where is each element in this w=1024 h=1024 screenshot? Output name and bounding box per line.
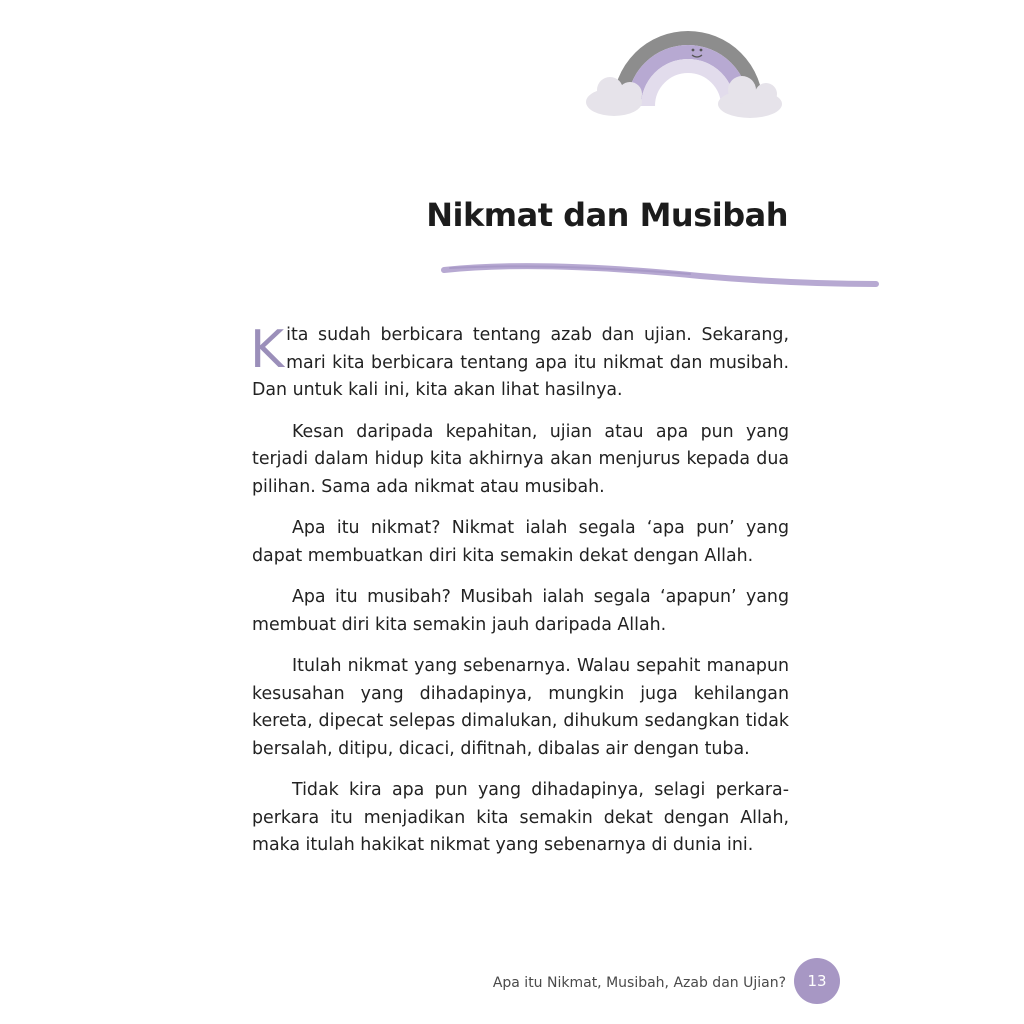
paragraph-3: Apa itu nikmat? Nikmat ialah segala ‘apa pun’ yang dapat membuatkan diri kita semakin dekat dengan Allah.: [252, 518, 789, 566]
paragraph-5: Itulah nikmat yang sebenarnya. Walau sepahit manapun kesusahan yang dihadapinya, mungkin juga kehilangan kereta, dipecat selepas dimalukan, dihukum sedangkan tidak bersalah, ditipu, dicaci, difitnah, dibalas air dengan tuba.: [252, 656, 789, 759]
brush-stroke-divider: [440, 258, 880, 294]
paragraph-4: Apa itu musibah? Musibah ialah segala ‘apapun’ yang membuat diri kita semakin jauh daripada Allah.: [252, 587, 789, 635]
paragraph-6: Tidak kira apa pun yang dihadapinya, selagi perkara-perkara itu menjadikan kita semakin dekat dengan Allah, maka itulah hakikat nikmat yang sebenarnya di dunia ini.: [252, 780, 789, 855]
drop-cap: K: [250, 320, 285, 380]
paragraph-1: [252, 322, 789, 405]
paragraph-1-text: ita sudah berbicara tentang azab dan ujian. Sekarang, mari kita berbicara tentang apa itu nikmat dan musibah. Dan untuk kali ini, kita akan lihat hasilnya.: [252, 325, 789, 400]
paragraph-2: Kesan daripada kepahitan, ujian atau apa pun yang terjadi dalam hidup kita akhirnya akan menjurus kepada dua pilihan. Sama ada nikmat atau musibah.: [252, 421, 789, 497]
rainbow-icon: [580, 28, 795, 123]
body-text: [252, 322, 789, 874]
page-number-badge: 13: [794, 958, 840, 1004]
running-footer: Apa itu Nikmat, Musibah, Azab dan Ujian?: [492, 975, 786, 991]
chapter-title: Nikmat dan Musibah: [426, 196, 788, 234]
